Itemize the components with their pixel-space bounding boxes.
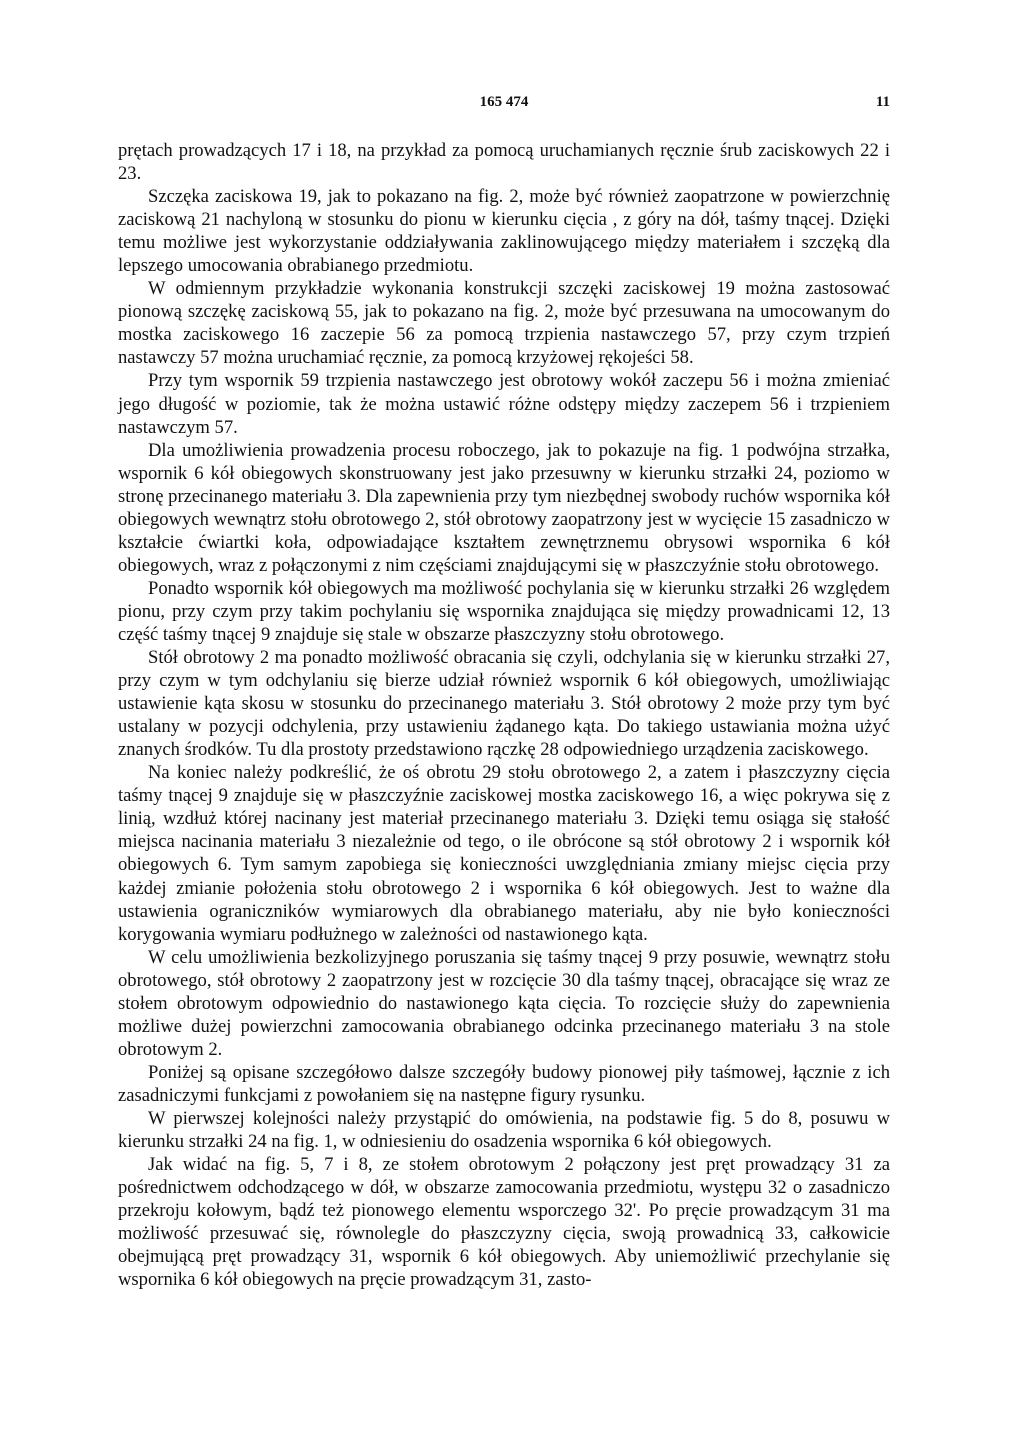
- paragraph: W odmiennym przykładzie wykonania konstrukcji szczęki zaciskowej 19 można zastosować pionową szczękę zaciskową 55, jak to pokazano na fig. 2, może być przesuwana na umocowanym do mostka zaciskowego 16 zaczepie 56 za pomocą trzpienia nastawczego 57, przy czym trzpień nastawczy 57 można uruchamiać ręcznie, za pomocą krzyżowej rękojeści 58.: [118, 278, 890, 369]
- paragraph: Przy tym wspornik 59 trzpienia nastawczego jest obrotowy wokół zaczepu 56 i można zmieniać jego długość w poziomie, tak że można ustawić różne odstępy między zaczepem 56 i trzpieniem nastawczym 57.: [118, 370, 890, 438]
- paragraph: Na koniec należy podkreślić, że oś obrotu 29 stołu obrotowego 2, a zatem i płaszczyzny cięcia taśmy tnącej 9 znajduje się w płaszczyźnie zaciskowej mostka zaciskowego 16, a więc pokrywa się z linią, wzdłuż której nacinany jest materiał przecinanego materiału 3. Dzięki temu osiąga się stałość miejsca nacinania materiału 3 niezależnie od tego, o ile obrócone są stół obrotowy 2 i wspornik kół obiegowych 6. Tym samym zapobiega się konieczności uwzględniania zmiany miejsc cięcia przy każdej zmianie położenia stołu obrotowego 2 i wspornika 6 kół obiegowych. Jest to ważne dla ustawienia ograniczników wymiarowych dla obrabianego materiału, aby nie było konieczności korygowania wymiaru podłużnego w zależności od nastawionego kąta.: [118, 762, 890, 945]
- paragraph: W pierwszej kolejności należy przystąpić do omówienia, na podstawie fig. 5 do 8, posuwu w kierunku strzałki 24 na fig. 1, w odniesieniu do osadzenia wspornika 6 kół obiegowych.: [118, 1107, 890, 1153]
- paragraph: W celu umożliwienia bezkolizyjnego poruszania się taśmy tnącej 9 przy posuwie, wewnątrz stołu obrotowego, stół obrotowy 2 zaopatrzony jest w rozcięcie 30 dla taśmy tnącej, obracające się wraz ze stołem obrotowym odpowiednio do nastawionego kąta cięcia. To rozcięcie służy do zapewnienia możliwe dużej powierzchni zamocowania obrabianego odcinka przecinanego materiału 3 na stole obrotowym 2.: [118, 946, 890, 1060]
- page-number: 11: [875, 94, 890, 110]
- paragraph: Jak widać na fig. 5, 7 i 8, ze stołem obrotowym 2 połączony jest pręt prowadzący 31 za pośrednictwem odchodzącego w dół, w obszarze zamocowania przedmiotu, występu 32 o zasadniczo przekroju kołowym, bądź też pionowego elementu wsporczego 32'. Po pręcie prowadzącym 31 ma możliwość przesuwać się, równolegle do płaszczyzny cięcia, swoją prowadnicą 33, całkowicie obejmującą pręt prowadzący 31, wspornik 6 kół obiegowych. Aby uniemożliwić przechylanie się wspornika 6 kół obiegowych na pręcie prowadzącym 31, zasto-: [118, 1154, 890, 1291]
- paragraph: Poniżej są opisane szczegółowo dalsze szczegóły budowy pionowej piły taśmowej, łącznie z ich zasadniczymi funkcjami z powołaniem się na następne figury rysunku.: [118, 1061, 890, 1106]
- paragraph: prętach prowadzących 17 i 18, na przykład za pomocą uruchamianych ręcznie śrub zaciskowych 22 i 23.: [118, 140, 890, 185]
- paragraph: Dla umożliwienia prowadzenia procesu roboczego, jak to pokazuje na fig. 1 podwójna strzałka, wspornik 6 kół obiegowych skonstruowany jest jako przesuwny w kierunku strzałki 24, poziomo w stronę przecinanego materiału 3. Dla zapewnienia przy tym niezbędnej swobody ruchów wspornika kół obiegowych wewnątrz stołu obrotowego 2, stół obrotowy zaopatrzony jest w wycięcie 15 zasadniczo w kształcie ćwiartki koła, odpowiadające kształtem zewnętrznemu obrysowi wspornika 6 kół obiegowych, wraz z połączonymi z nim częściami znajdującymi się w płaszczyźnie stołu obrotowego.: [118, 439, 890, 576]
- page-header: [118, 94, 890, 118]
- paragraph: Szczęka zaciskowa 19, jak to pokazano na fig. 2, może być również zaopatrzone w powierzchnię zaciskową 21 nachyloną w stosunku do pionu w kierunku cięcia , z góry na dół, taśmy tnącej. Dzięki temu możliwe jest wykorzystanie oddziaływania zaklinowującego między materiałem i szczęką dla lepszego umocowania obrabianego przedmiotu.: [118, 186, 890, 277]
- body-text: [118, 139, 890, 1291]
- paragraph: Stół obrotowy 2 ma ponadto możliwość obracania się czyli, odchylania się w kierunku strzałki 27, przy czym w tym odchylaniu się bierze udział również wspornik 6 kół obiegowych, umożliwiając ustawienie kąta skosu w stosunku do przecinanego materiału 3. Stół obrotowy 2 może przy tym być ustalany w pozycji odchylenia, przy ustawieniu żądanego kąta. Do takiego ustawiania można użyć znanych środków. Tu dla prostoty przedstawiono rączkę 28 odpowiedniego urządzenia zaciskowego.: [118, 647, 890, 761]
- paragraph: Ponadto wspornik kół obiegowych ma możliwość pochylania się w kierunku strzałki 26 względem pionu, przy czym przy takim pochylaniu się wspornika znajdująca się między prowadnicami 12, 13 część taśmy tnącej 9 znajduje się stale w obszarze płaszczyzny stołu obrotowego.: [118, 577, 890, 645]
- patent-number: 165 474: [479, 94, 529, 110]
